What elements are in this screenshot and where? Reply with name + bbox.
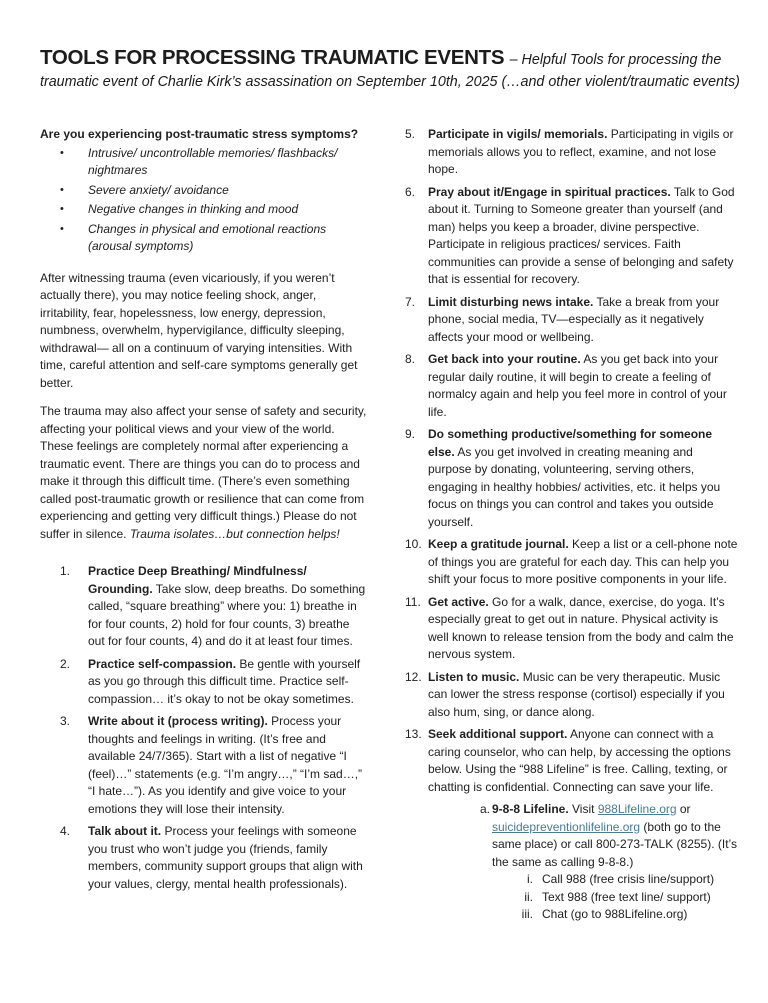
item-number: 8. xyxy=(405,352,416,367)
item-text: Take slow, deep breaths. Do something called, “square breathing” where you: 1) breathe in for four counts, 2) hold for four counts, 3) breathe out for four counts, 4) and do it at least four times. xyxy=(88,581,366,649)
tool-item-1 xyxy=(40,563,367,651)
item-text: As you get back into your regular daily routine, it will begin to create a feeling of normalcy again and help you feel more in control of your life. xyxy=(428,352,727,419)
item-text: Process your feelings with someone you trust who won’t judge you (friends, family members, community support groups that align with your values, clergy, mental health professionals). xyxy=(88,824,363,891)
item-body xyxy=(428,126,738,179)
item-number: 6. xyxy=(405,184,416,199)
item-lead: Talk about it. xyxy=(88,824,162,839)
item-body xyxy=(88,823,367,893)
lifeline-option-chat xyxy=(492,906,738,924)
bullet-icon: • xyxy=(60,222,64,235)
option-text: Chat (go to 988Lifeline.org) xyxy=(542,907,688,922)
intro-paragraph-2 xyxy=(40,403,367,543)
link-988lifeline[interactable]: 988Lifeline.org xyxy=(597,802,677,817)
lifeline-text: Visit xyxy=(568,802,598,817)
item-text: Anyone can connect with a caring counselor, who can help, by accessing the options below. Using the “988 Lifeline” is free. Calling, texting, or chatting is confidential. Connecting can save your life. xyxy=(428,727,731,794)
tool-item-4 xyxy=(40,823,367,893)
lifeline-option-call xyxy=(492,871,738,889)
bullet-text: Changes in physical and emotional reactions (arousal symptoms) xyxy=(88,221,327,254)
item-text: Talk to God about it. Turning to Someone greater than yourself (and man) helps you keep a broader, divine perspective. Participate in religious practices/ services. Faith communities can provide a sense of belonging and safety that is essential for recovery. xyxy=(428,184,735,287)
item-lead: Get back into your routine. xyxy=(428,352,581,367)
list-item xyxy=(40,201,367,219)
item-number: 4. xyxy=(60,824,71,839)
item-body xyxy=(428,294,738,347)
tool-item-6 xyxy=(405,184,738,289)
item-lead: Write about it (process writing). xyxy=(88,714,268,729)
item-text: Be gentle with yourself as you go through this difficult time. Practice self-compassion… it’s okay to not be okay sometimes. xyxy=(88,656,361,706)
item-body xyxy=(428,726,738,796)
tool-item-2 xyxy=(40,656,367,709)
item-lead: Practice Deep Breathing/ Mindfulness/ Grounding. xyxy=(88,564,307,596)
symptoms-bullet-list xyxy=(40,145,367,256)
item-number: 13. xyxy=(405,727,422,742)
title-main: TOOLS FOR PROCESSING TRAUMATIC EVENTS xyxy=(40,46,510,69)
item-text: Music can be very therapeutic. Music can lower the stress response (cortisol) especially if you also hum, sing, or dance along. xyxy=(428,669,725,719)
document-title xyxy=(40,44,740,92)
item-lead: Participate in vigils/ memorials. xyxy=(428,127,608,142)
subitem-body xyxy=(492,801,738,924)
item-lead: Get active. xyxy=(428,594,489,609)
item-number: 7. xyxy=(405,294,416,309)
bullet-icon: • xyxy=(60,183,64,196)
tool-item-3 xyxy=(40,713,367,818)
tool-item-5 xyxy=(405,126,738,179)
item-body xyxy=(428,669,738,722)
lifeline-subitem xyxy=(405,801,738,924)
item-lead: Do something productive/something for someone else. xyxy=(428,427,713,459)
item-text: Process your thoughts and feelings in writing. (It’s free and available 24/7/365). Start with a list of negative “I (feel)…” statements (e.g. “I’m angry…,” “I’m sad…,” “I hate…”). As you identify and give voice to your emotions they will lose their intensity. xyxy=(88,714,363,816)
link-suicidepreventionlifeline[interactable]: suicidepreventionlifeline.org xyxy=(492,819,641,834)
left-column xyxy=(40,126,367,925)
list-item xyxy=(40,145,367,180)
item-number: 1. xyxy=(60,564,71,579)
item-lead: Listen to music. xyxy=(428,669,520,684)
item-body xyxy=(88,713,367,818)
lifeline-option-text xyxy=(492,889,738,907)
item-number: 5. xyxy=(405,127,416,142)
item-number: 12. xyxy=(405,669,422,684)
item-number: 9. xyxy=(405,427,416,442)
lifeline-lead: 9-8-8 Lifeline. xyxy=(492,802,569,817)
item-text: Keep a list or a cell-phone note of things you are grateful for each day. This can help you shift your focus to more positive components in your life. xyxy=(428,537,738,587)
item-body xyxy=(88,563,367,651)
lifeline-options-list xyxy=(492,871,738,924)
tool-item-8 xyxy=(405,351,738,421)
list-item xyxy=(40,221,367,256)
item-lead: Limit disturbing news intake. xyxy=(428,294,594,309)
item-lead: Pray about it/Engage in spiritual practices. xyxy=(428,184,671,199)
two-column-layout xyxy=(40,126,740,925)
item-body xyxy=(428,351,738,421)
intro-paragraph-1: After witnessing trauma (even vicariously, if you weren’t actually there), you may notice feeling shock, anger, irritability, fear, hopelessness, low energy, depression, numbness, overwhelm, hypervigilance, difficulty sleeping, withdrawal— all on a continuum of varying intensities. With time, careful attention and self-care symptoms generally get better. xyxy=(40,270,358,390)
item-lead: Keep a gratitude journal. xyxy=(428,537,569,552)
symptoms-heading: Are you experiencing post-traumatic stress symptoms? xyxy=(40,127,359,142)
option-text: Text 988 (free text line/ support) xyxy=(542,889,711,904)
list-item xyxy=(40,182,367,200)
item-number: 2. xyxy=(60,656,71,671)
item-lead: Practice self-compassion. xyxy=(88,656,237,671)
title-subtitle: – Helpful Tools for processing the traumatic event of Charlie Kirk’s assassination on September 10th, 2025 (…and other violent/traumatic events) xyxy=(40,52,740,91)
roman-numeral: ii. xyxy=(524,889,533,904)
bullet-icon: • xyxy=(60,203,64,216)
roman-numeral: i. xyxy=(527,872,533,887)
tool-item-10 xyxy=(405,536,738,589)
tool-item-12 xyxy=(405,669,738,722)
tool-item-13 xyxy=(405,726,738,796)
right-column xyxy=(405,126,738,925)
item-body xyxy=(88,656,367,709)
item-body xyxy=(428,184,738,289)
tool-item-7 xyxy=(405,294,738,347)
item-text: As you get involved in creating meaning and purpose by donating, volunteering, serving others, engaging in healthy hobbies/ activities, etc. it helps you focus on things you can control and takes you outside yourself. xyxy=(428,444,721,529)
tool-item-9 xyxy=(405,426,738,531)
tool-item-11 xyxy=(405,594,738,664)
item-text: Participating in vigils or memorials allows you to reflect, examine, and not lose hope. xyxy=(428,127,734,177)
bullet-text: Severe anxiety/ avoidance xyxy=(88,182,229,197)
item-text: Go for a walk, dance, exercise, do yoga. It’s especially great to get out in nature. Physical activity is well known to release tension from the body and calm the nervous system. xyxy=(428,594,734,662)
subitem-letter: a. xyxy=(480,802,491,817)
item-lead: Seek additional support. xyxy=(428,727,568,742)
item-number: 11. xyxy=(405,594,421,609)
item-body xyxy=(428,426,738,531)
item-number: 3. xyxy=(60,714,71,729)
bullet-text: Intrusive/ uncontrollable memories/ flashbacks/ nightmares xyxy=(88,145,338,178)
item-body xyxy=(428,594,738,664)
lifeline-text: or xyxy=(676,802,691,817)
lifeline-text: (both go to the same place) or call 800-273-TALK (8255). (It’s the same as calling 9-8-8.) xyxy=(492,819,737,869)
option-text: Call 988 (free crisis line/support) xyxy=(542,872,715,887)
bullet-icon: • xyxy=(60,146,64,159)
roman-numeral: iii. xyxy=(521,907,533,922)
paragraph-text: The trauma may also affect your sense of safety and security, affecting your political views and your view of the world. These feelings are completely normal after experiencing a traumatic event. There are things you can do to process and make it through this difficult time. (There’s even something called post-traumatic growth or resilience that can come from experiencing and getting very difficult things.) Please do not suffer in silence. xyxy=(40,404,367,541)
item-body xyxy=(428,536,738,589)
item-number: 10. xyxy=(405,537,422,552)
paragraph-italic-tail: Trauma isolates…but connection helps! xyxy=(129,526,340,541)
bullet-text: Negative changes in thinking and mood xyxy=(88,202,299,217)
item-text: Take a break from your phone, social media, TV—especially as it negatively affects your mood or wellbeing. xyxy=(428,294,720,344)
